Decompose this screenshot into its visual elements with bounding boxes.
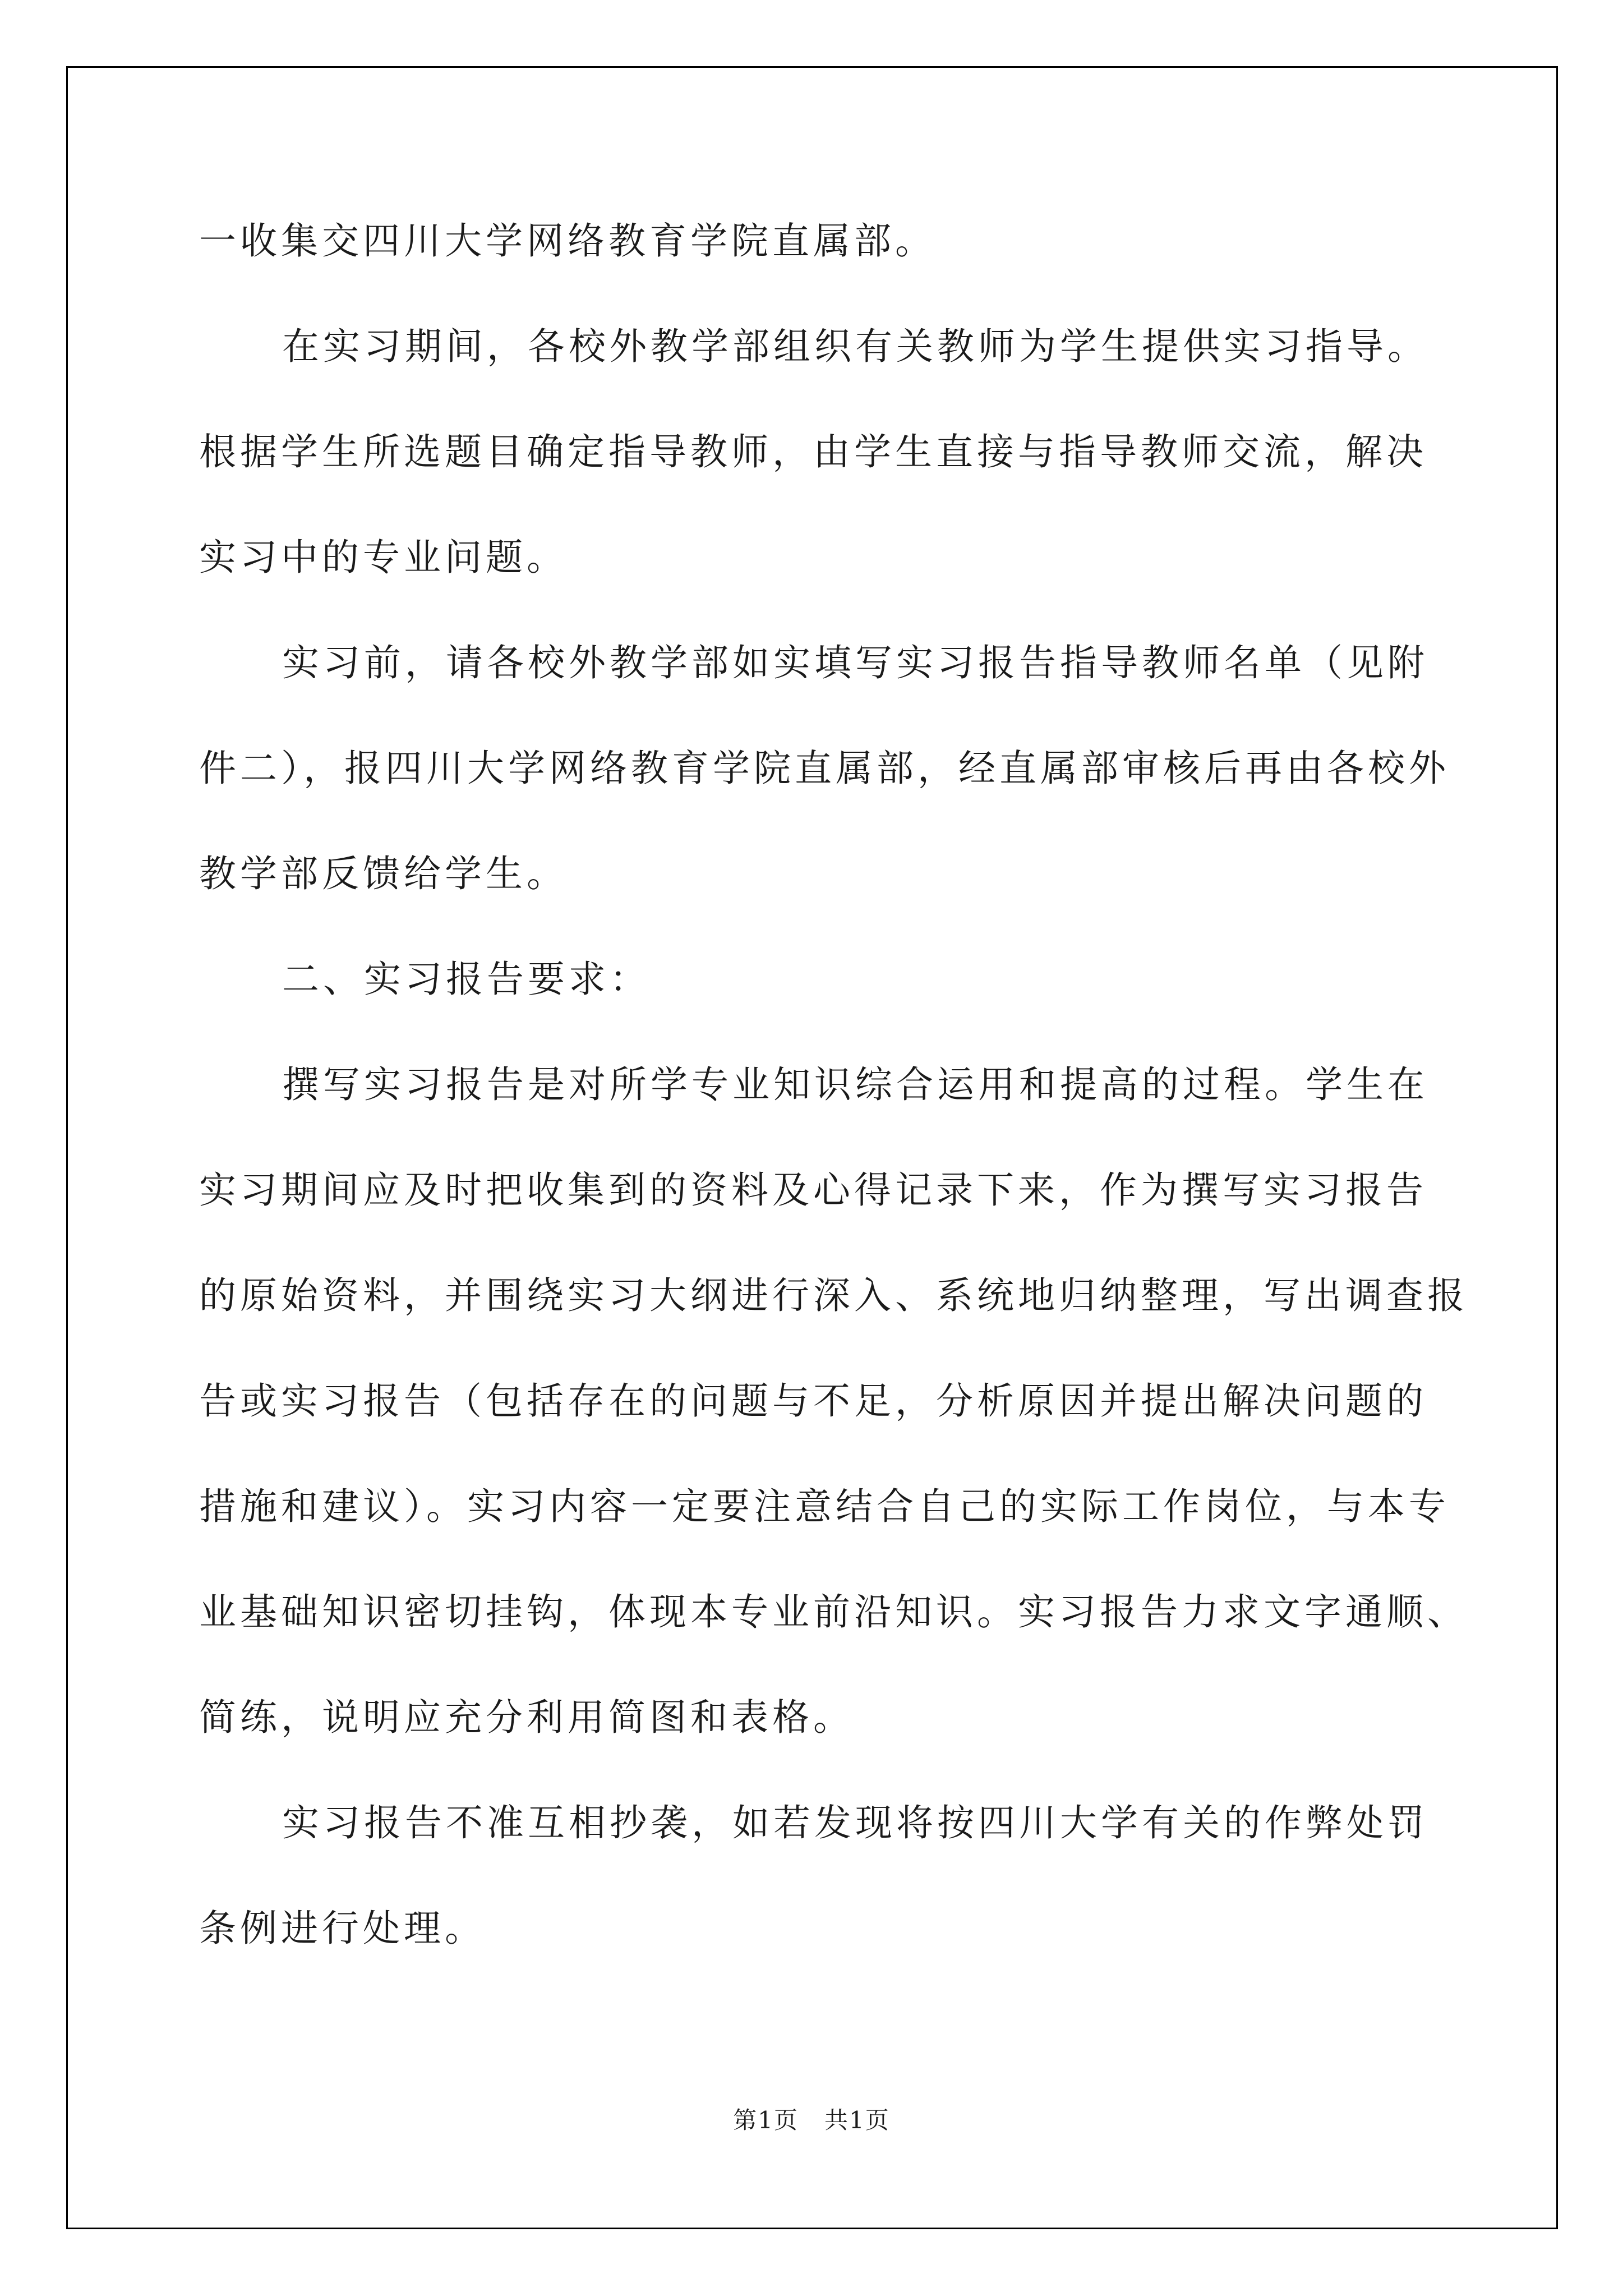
- paragraph-start: 在实习期间，各校外教学部组织有关教师为学生提供实习指导。: [282, 325, 1428, 368]
- paragraph-start: 撰写实习报告是对所学专业知识综合运用和提高的过程。学生在: [282, 1063, 1428, 1106]
- page-number: 第1页 共1页: [733, 2106, 890, 2134]
- text-line: 实习中的专业问题。: [199, 536, 568, 579]
- text-line: 的原始资料，并围绕实习大纲进行深入、系统地归纳整理，写出调查报: [199, 1274, 1468, 1317]
- page-footer: [0, 2104, 1623, 2137]
- section-heading: 二、实习报告要求：: [282, 958, 651, 1001]
- paragraph-start: 实习报告不准互相抄袭，如若发现将按四川大学有关的作弊处罚: [282, 1801, 1428, 1844]
- text-line: 措施和建议）。实习内容一定要注意结合自己的实际工作岗位，与本专: [199, 1485, 1450, 1528]
- text-line: 实习期间应及时把收集到的资料及心得记录下来，作为撰写实习报告: [199, 1168, 1427, 1212]
- text-line: 业基础知识密切挂钩，体现本专业前沿知识。实习报告力求文字通顺、: [199, 1590, 1468, 1634]
- text-line: 教学部反馈给学生。: [199, 852, 568, 895]
- text-line: 件二），报四川大学网络教育学院直属部，经直属部审核后再由各校外: [199, 747, 1450, 790]
- text-line: 根据学生所选题目确定指导教师，由学生直接与指导教师交流，解决: [199, 430, 1427, 473]
- text-line: 简练，说明应充分利用简图和表格。: [199, 1696, 854, 1739]
- paragraph-start: 实习前，请各校外教学部如实填写实习报告指导教师名单（见附: [282, 641, 1428, 684]
- text-line: 告或实习报告（包括存在的问题与不足，分析原因并提出解决问题的: [199, 1379, 1427, 1423]
- text-line: 条例进行处理。: [199, 1907, 486, 1950]
- text-line: 一收集交四川大学网络教育学院直属部。: [199, 219, 936, 263]
